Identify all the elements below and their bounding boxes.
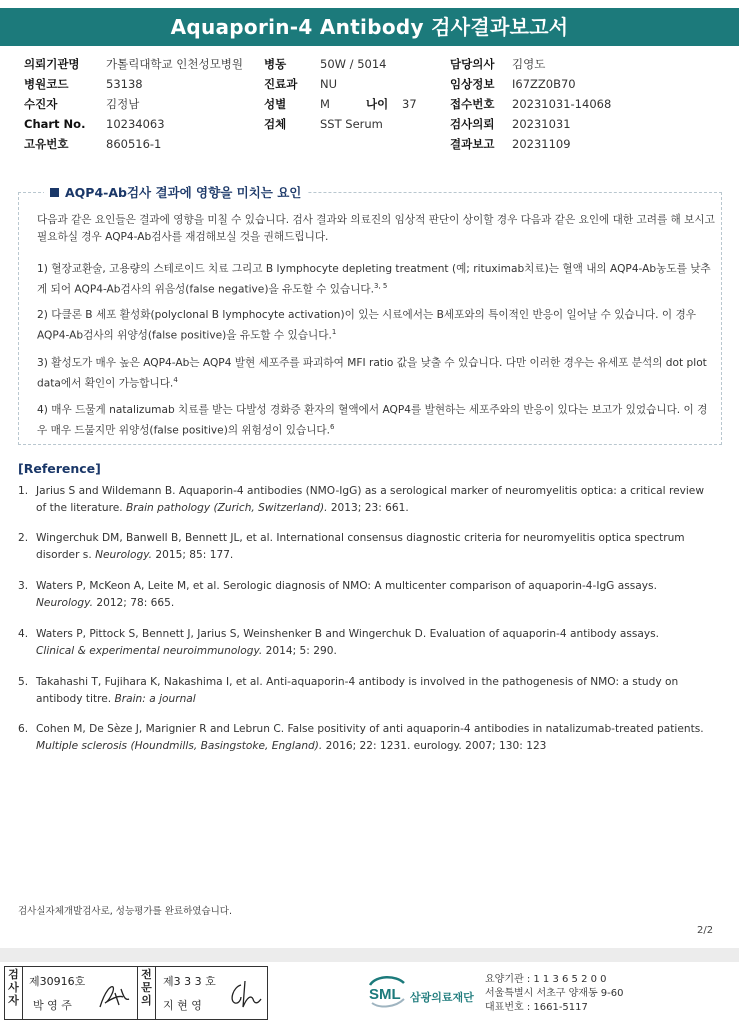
label-unique-no: 고유번호: [24, 137, 69, 151]
examiner-name: 박 영 주: [33, 999, 72, 1012]
reference-num: 4.: [18, 628, 29, 640]
label-ward: 병동: [264, 57, 287, 71]
label-hospital-code: 병원코드: [24, 77, 69, 91]
reference-line2: Clinical & experimental neuroimmunology. 2014; 5: 290.: [36, 644, 337, 657]
reference-item: [18, 674, 728, 707]
label-institution: 의뢰기관명: [24, 57, 80, 71]
journal-name: Brain: a journal: [114, 692, 196, 705]
reference-line2: Multiple sclerosis (Houndmills, Basingstoke, England). 2016; 22: 1231. eurology. 2007; 130: 123: [36, 739, 547, 752]
value-department: NU: [320, 77, 338, 91]
note-item-text: 3) 활성도가 매우 높은 AQP4-Ab는 AQP4 발현 세포주를 파괴하여 MFI ratio 값을 낮출 수 있습니다. 다만 이러한 경우는 유세포 분석의 dot plot data에서 확인이 가능합니다.: [37, 357, 707, 390]
label-specimen: 검체: [264, 117, 287, 131]
value-ward: 50W / 5014: [320, 57, 387, 71]
reference-num: 2.: [18, 532, 29, 544]
reference-line1: Wingerchuk DM, Banwell B, Bennett JL, et al. International consensus diagnostic criteria for neuromyelitis optica spectrum: [36, 532, 685, 544]
footer-note: 검사실자체개발검사로, 성능평가를 완료하였습니다.: [18, 906, 232, 917]
specialist-signature: [227, 979, 263, 1011]
label-receipt-no: 접수번호: [450, 97, 495, 111]
value-unique-no: 860516-1: [106, 137, 162, 151]
notes-title-text: AQP4-Ab검사 결과에 영향을 미치는 요인: [65, 185, 302, 200]
value-institution: 가톨릭대학교 인천성모병원: [106, 57, 243, 71]
journal-name: Brain pathology (Zurich, Switzerland).: [125, 501, 328, 514]
label-age: 나이: [366, 97, 389, 111]
org-phone: 대표번호 : 1661-5117: [485, 1002, 588, 1013]
value-report-date: 20231109: [512, 137, 571, 151]
reference-item: [18, 578, 728, 611]
patient-info-col1: [24, 54, 243, 154]
reference-item: [18, 721, 728, 754]
value-doctor: 김영도: [512, 57, 546, 71]
note-item-4: [37, 402, 717, 440]
label-request-date: 검사의뢰: [450, 117, 495, 131]
note-item-3: [37, 355, 717, 393]
reference-heading: [Reference]: [18, 461, 101, 476]
label-report-date: 결과보고: [450, 137, 495, 151]
reference-num: 3.: [18, 580, 29, 592]
specialist-name: 지 현 영: [163, 999, 202, 1012]
reference-line1: Jarius S and Wildemann B. Aquaporin-4 antibodies (NMO-IgG) as a serological marker of neuromyelitis optica: a critical review: [36, 485, 704, 497]
reference-item: [18, 483, 728, 516]
value-request-date: 20231031: [512, 117, 571, 131]
note-item-text: 2) 다클론 B 세포 활성화(polyclonal B lymphocyte activation)이 있는 시료에서는 B세포와의 특이적인 반응이 일어날 수 있습니다. 이 경우 AQP4-Ab검사의 위양성(false positive)을 유도할 수 있습니다.: [37, 309, 696, 342]
notes-intro: 다음과 같은 요인들은 결과에 영향을 미칠 수 있습니다. 검사 결과와 의료진의 임상적 판단이 상이할 경우 다음과 같은 요인에 대한 고려를 해 보시고 필요하실 경우 AQP4-Ab검사를 재검해보실 것을 권해드립니다.: [37, 214, 715, 243]
reference-line1: Waters P, Pittock S, Bennett J, Jarius S, Weinshenker B and Wingerchuk D. Evaluation of aquaporin-4 antibody assays.: [36, 628, 660, 640]
reference-line2: Neurology. 2012; 78: 665.: [36, 596, 175, 609]
journal-name: Multiple sclerosis (Houndmills, Basingstoke, England).: [36, 739, 323, 752]
signature-label-specialist: 전문의: [138, 967, 156, 1019]
notes-title: [44, 183, 307, 201]
reference-line2: antibody titre. Brain: a journal: [36, 692, 196, 705]
reference-num: 1.: [18, 485, 29, 497]
note-item-sup: 1: [331, 328, 337, 336]
value-specimen: SST Serum: [320, 117, 383, 131]
signature-label-examiner: 검사자: [5, 967, 23, 1019]
sml-logo: [366, 973, 408, 1009]
journal-name: Clinical & experimental neuroimmunology.: [36, 644, 263, 657]
label-sex: 성별: [264, 97, 287, 111]
logo-letters: SML: [369, 986, 401, 1003]
reference-item: [18, 530, 728, 563]
org-name: 삼광의료재단: [410, 991, 474, 1004]
value-receipt-no: 20231031-14068: [512, 97, 612, 111]
value-sex: M: [320, 97, 330, 111]
label-department: 진료과: [264, 77, 298, 91]
page-number: 2/2: [697, 925, 714, 936]
patient-info-col3: [450, 54, 611, 154]
value-clinical-info: I67ZZ0B70: [512, 77, 576, 91]
bottom-divider: [0, 948, 739, 962]
note-item-sup: 3, 5: [374, 282, 388, 290]
reference-line2: of the literature. Brain pathology (Zurich, Switzerland). 2013; 23: 661.: [36, 501, 409, 514]
specialist-id: 제3 3 3 호: [163, 975, 216, 988]
value-hospital-code: 53138: [106, 77, 143, 91]
label-chart-no: Chart No.: [24, 117, 86, 131]
note-item-1: [37, 261, 717, 299]
note-item-sup: 6: [330, 423, 335, 431]
reference-num: 5.: [18, 676, 29, 688]
note-item-text: 4) 매우 드물게 natalizumab 치료를 받는 다발성 경화증 환자의 혈액에서 AQP4를 발현하는 세포주와의 반응이 있다는 보고가 있었습니다. 이 경우 매우 드물지만 위양성(false positive)의 위험성이 있습니다.: [37, 404, 708, 437]
examiner-id: 제30916호: [29, 975, 86, 988]
org-details: [485, 973, 624, 1015]
patient-info-col2: [264, 54, 417, 134]
value-age: 37: [402, 97, 417, 111]
label-doctor: 담당의사: [450, 57, 495, 71]
reference-num: 6.: [18, 723, 29, 735]
reference-line1: Waters P, McKeon A, Leite M, et al. Serologic diagnosis of NMO: A multicenter comparison of aquaporin-4-IgG assays.: [36, 580, 657, 592]
note-item-sup: 4: [173, 376, 178, 384]
label-patient: 수진자: [24, 97, 58, 111]
journal-name: Neurology.: [95, 548, 153, 561]
org-code: 요양기관 : 1 1 3 6 5 2 0 0: [485, 974, 607, 985]
signature-box: [4, 966, 268, 1020]
reference-item: [18, 626, 728, 659]
square-bullet-icon: [50, 188, 59, 197]
note-item-2: [37, 307, 717, 345]
note-item-text: 1) 혈장교환술, 고용량의 스테로이드 치료 그리고 B lymphocyte depleting treatment (예; rituximab치료)는 혈액 내의 AQP4-Ab농도를 낮추게 되어 AQP4-Ab검사의 위음성(false negative)을 유도할 수 있습니다.: [37, 263, 711, 296]
org-address: 서울특별시 서초구 양재동 9-60: [485, 988, 624, 999]
journal-name: Neurology.: [36, 596, 93, 609]
reference-line1: Cohen M, De Sèze J, Marignier R and Lebrun C. False positivity of anti aquaporin-4 antibodies in natalizumab-treated patients.: [36, 723, 704, 735]
examiner-signature: [97, 981, 131, 1011]
reference-line2: disorder s. Neurology. 2015; 85: 177.: [36, 548, 234, 561]
value-chart-no: 10234063: [106, 117, 165, 131]
report-title: Aquaporin-4 Antibody 검사결과보고서: [0, 8, 739, 46]
reference-line1: Takahashi T, Fujihara K, Nakashima I, et al. Anti-aquaporin-4 antibody is involved in the pathogenesis of NMO: a study on: [36, 676, 679, 688]
value-patient: 김정남: [106, 97, 140, 111]
label-clinical-info: 임상정보: [450, 77, 495, 91]
